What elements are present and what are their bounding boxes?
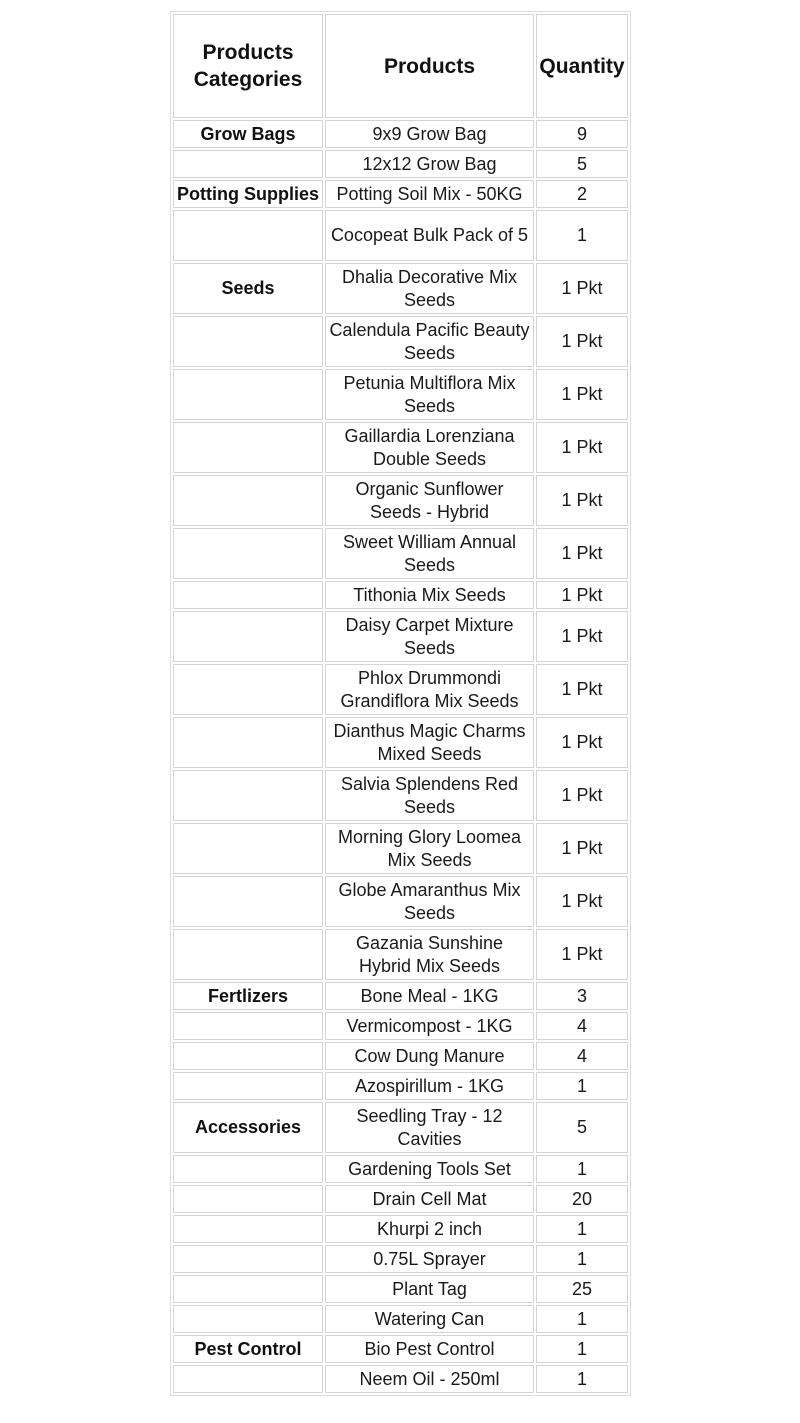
table-row (173, 1155, 628, 1183)
table-row (173, 823, 628, 874)
quantity-cell: 4 (536, 1042, 628, 1070)
quantity-cell: 1 Pkt (536, 823, 628, 874)
quantity-cell: 1 (536, 1335, 628, 1363)
category-cell (173, 1042, 323, 1070)
product-cell: Watering Can (325, 1305, 534, 1333)
category-cell (173, 369, 323, 420)
product-cell: Petunia Multiflora Mix Seeds (325, 369, 534, 420)
table-row (173, 422, 628, 473)
table-row (173, 1072, 628, 1100)
table-row (173, 180, 628, 208)
header-quantity: Quantity (536, 14, 628, 118)
product-cell: Salvia Splendens Red Seeds (325, 770, 534, 821)
category-cell (173, 876, 323, 927)
category-cell (173, 210, 323, 261)
category-cell: Pest Control (173, 1335, 323, 1363)
product-cell: Gaillardia Lorenziana Double Seeds (325, 422, 534, 473)
category-cell (173, 611, 323, 662)
product-cell: Cocopeat Bulk Pack of 5 (325, 210, 534, 261)
header-product-categories: Products Categories (173, 14, 323, 118)
quantity-cell: 1 (536, 1245, 628, 1273)
table-row (173, 1042, 628, 1070)
category-cell (173, 1365, 323, 1393)
table-row (173, 1245, 628, 1273)
category-cell (173, 528, 323, 579)
quantity-cell: 1 Pkt (536, 316, 628, 367)
table-row (173, 1215, 628, 1243)
table-row (173, 664, 628, 715)
table-row (173, 210, 628, 261)
product-cell: Azospirillum - 1KG (325, 1072, 534, 1100)
quantity-cell: 1 Pkt (536, 581, 628, 609)
product-cell: Gazania Sunshine Hybrid Mix Seeds (325, 929, 534, 980)
category-cell (173, 929, 323, 980)
product-cell: Khurpi 2 inch (325, 1215, 534, 1243)
quantity-cell: 9 (536, 120, 628, 148)
category-cell: Fertlizers (173, 982, 323, 1010)
quantity-cell: 1 Pkt (536, 876, 628, 927)
table-row (173, 528, 628, 579)
product-cell: Calendula Pacific Beauty Seeds (325, 316, 534, 367)
quantity-cell: 1 Pkt (536, 422, 628, 473)
product-cell: Potting Soil Mix - 50KG (325, 180, 534, 208)
table-row (173, 1185, 628, 1213)
quantity-cell: 1 (536, 210, 628, 261)
product-cell: Phlox Drummondi Grandiflora Mix Seeds (325, 664, 534, 715)
quantity-cell: 1 Pkt (536, 611, 628, 662)
table-row (173, 1305, 628, 1333)
product-cell: Drain Cell Mat (325, 1185, 534, 1213)
product-cell: Dianthus Magic Charms Mixed Seeds (325, 717, 534, 768)
product-cell: Morning Glory Loomea Mix Seeds (325, 823, 534, 874)
category-cell (173, 1012, 323, 1040)
product-table-container (170, 11, 631, 1396)
table-row (173, 929, 628, 980)
quantity-cell: 1 Pkt (536, 475, 628, 526)
quantity-cell: 25 (536, 1275, 628, 1303)
product-cell: Cow Dung Manure (325, 1042, 534, 1070)
category-cell (173, 770, 323, 821)
table-row (173, 150, 628, 178)
product-cell: Tithonia Mix Seeds (325, 581, 534, 609)
quantity-cell: 2 (536, 180, 628, 208)
product-cell: Gardening Tools Set (325, 1155, 534, 1183)
product-cell: 0.75L Sprayer (325, 1245, 534, 1273)
product-cell: Dhalia Decorative Mix Seeds (325, 263, 534, 314)
table-row (173, 1365, 628, 1393)
product-cell: 9x9 Grow Bag (325, 120, 534, 148)
quantity-cell: 1 Pkt (536, 664, 628, 715)
category-cell (173, 1072, 323, 1100)
table-row (173, 717, 628, 768)
header-products: Products (325, 14, 534, 118)
product-cell: Neem Oil - 250ml (325, 1365, 534, 1393)
product-cell: Sweet William Annual Seeds (325, 528, 534, 579)
quantity-cell: 1 Pkt (536, 717, 628, 768)
table-row (173, 120, 628, 148)
table-row (173, 581, 628, 609)
quantity-cell: 4 (536, 1012, 628, 1040)
category-cell (173, 1305, 323, 1333)
table-row (173, 1102, 628, 1153)
table-header-row (173, 14, 628, 118)
product-cell: Organic Sunflower Seeds - Hybrid (325, 475, 534, 526)
category-cell (173, 422, 323, 473)
category-cell (173, 1185, 323, 1213)
category-cell: Potting Supplies (173, 180, 323, 208)
table-row (173, 1335, 628, 1363)
category-cell (173, 581, 323, 609)
product-cell: Vermicompost - 1KG (325, 1012, 534, 1040)
quantity-cell: 3 (536, 982, 628, 1010)
category-cell: Accessories (173, 1102, 323, 1153)
table-row (173, 770, 628, 821)
category-cell (173, 1245, 323, 1273)
category-cell: Seeds (173, 263, 323, 314)
product-cell: Daisy Carpet Mixture Seeds (325, 611, 534, 662)
quantity-cell: 5 (536, 150, 628, 178)
quantity-cell: 1 Pkt (536, 263, 628, 314)
quantity-cell: 1 Pkt (536, 770, 628, 821)
quantity-cell: 1 (536, 1072, 628, 1100)
product-cell: Globe Amaranthus Mix Seeds (325, 876, 534, 927)
quantity-cell: 1 (536, 1305, 628, 1333)
quantity-cell: 1 (536, 1215, 628, 1243)
table-row (173, 611, 628, 662)
product-cell: 12x12 Grow Bag (325, 150, 534, 178)
table-row (173, 475, 628, 526)
product-cell: Bio Pest Control (325, 1335, 534, 1363)
table-row (173, 263, 628, 314)
category-cell (173, 1215, 323, 1243)
product-table (170, 11, 631, 1396)
category-cell: Grow Bags (173, 120, 323, 148)
quantity-cell: 20 (536, 1185, 628, 1213)
table-row (173, 369, 628, 420)
table-row (173, 876, 628, 927)
category-cell (173, 475, 323, 526)
quantity-cell: 1 (536, 1365, 628, 1393)
product-cell: Plant Tag (325, 1275, 534, 1303)
category-cell (173, 823, 323, 874)
quantity-cell: 1 Pkt (536, 929, 628, 980)
quantity-cell: 5 (536, 1102, 628, 1153)
table-row (173, 1012, 628, 1040)
table-row (173, 316, 628, 367)
category-cell (173, 316, 323, 367)
quantity-cell: 1 Pkt (536, 528, 628, 579)
category-cell (173, 717, 323, 768)
table-row (173, 1275, 628, 1303)
category-cell (173, 150, 323, 178)
product-cell: Bone Meal - 1KG (325, 982, 534, 1010)
table-row (173, 982, 628, 1010)
category-cell (173, 664, 323, 715)
product-cell: Seedling Tray - 12 Cavities (325, 1102, 534, 1153)
quantity-cell: 1 (536, 1155, 628, 1183)
category-cell (173, 1275, 323, 1303)
quantity-cell: 1 Pkt (536, 369, 628, 420)
category-cell (173, 1155, 323, 1183)
table-body (173, 120, 628, 1393)
